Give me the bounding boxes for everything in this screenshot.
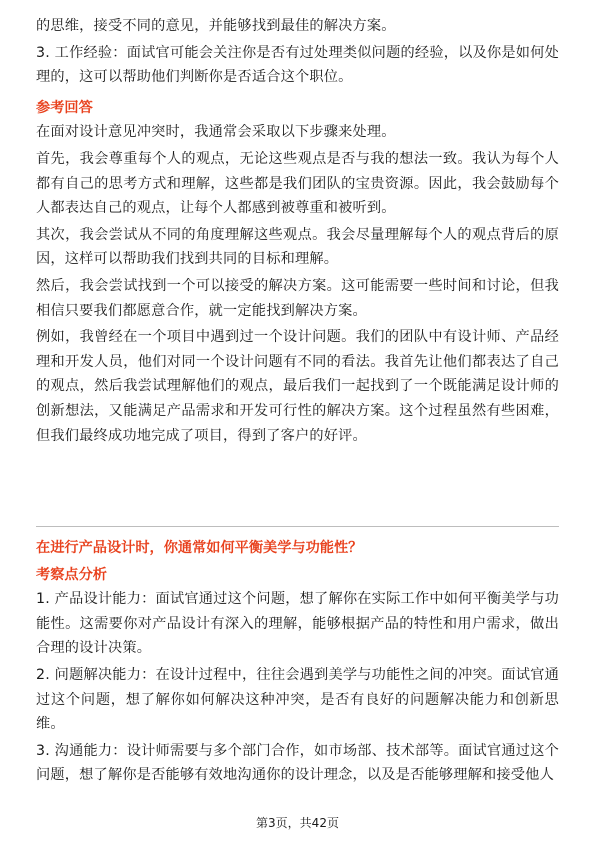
answer-heading: 参考回答 — [36, 99, 93, 116]
paragraph-intro-tail: 的思维，接受不同的意见，并能够找到最佳的解决方案。 — [36, 18, 396, 34]
analysis-point: 2. 问题解决能力：在设计过程中，往往会遇到美学与功能性之间的冲突。面试官通过这个问题，想了解你如何解决这种冲突，是否有良好的问题解决能力和创新思维。 — [36, 666, 559, 733]
answer-paragraph: 首先，我会尊重每个人的观点，无论这些观点是否与我的想法一致。我认为每个人都有自己的思考方式和理解，这些都是我们团队的宝贵资源。因此，我会鼓励每个人都表达自己的观点，让每个人都感到被尊重和被听到。 — [36, 150, 559, 217]
page-footer: 第3页，共42页 — [256, 816, 339, 830]
question-title: 在进行产品设计时，你通常如何平衡美学与功能性？ — [36, 540, 363, 556]
section-divider — [36, 526, 559, 527]
analysis-heading: 考察点分析 — [36, 566, 107, 583]
answer-paragraph: 其次，我会尝试从不同的角度理解这些观点。我会尽量理解每个人的观点背后的原因，这样可以帮助我们找到共同的目标和理解。 — [36, 226, 559, 268]
section-1 — [36, 14, 559, 448]
analysis-point: 1. 产品设计能力：面试官通过这个问题，想了解你在实际工作中如何平衡美学与功能性。这需要你对产品设计有深入的理解，能够根据产品的特性和用户需求，做出合理的设计决策。 — [36, 591, 559, 657]
section-2 — [36, 536, 559, 788]
analysis-point: 3. 沟通能力：设计师需要与多个部门合作，如市场部、技术部等。面试官通过这个问题，想了解你是否能够有效地沟通你的设计理念，以及是否能够理解和接受他人 — [36, 742, 559, 784]
answer-paragraph: 然后，我会尝试找到一个可以接受的解决方案。这可能需要一些时间和讨论，但我相信只要我们都愿意合作，就一定能找到解决方案。 — [36, 277, 559, 319]
answer-paragraph: 在面对设计意见冲突时，我通常会采取以下步骤来处理。 — [36, 124, 396, 141]
answer-paragraph: 例如，我曾经在一个项目中遇到过一个设计问题。我们的团队中有设计师、产品经理和开发人员，他们对同一个设计问题有不同的看法。我首先让他们都表达了自己的观点，然后我尝试理解他们的观点，最后我们一起找到了一个既能满足设计师的创新想法，又能满足产品需求和开发可行性的解决方案。这个过程虽然有些困难，但我们最终成功地完成了项目，得到了客户的好评。 — [36, 329, 559, 444]
paragraph-point-3: 3. 工作经验：面试官可能会关注你是否有过处理类似问题的经验，以及你是如何处理的，这可以帮助他们判断你是否适合这个职位。 — [36, 44, 559, 86]
